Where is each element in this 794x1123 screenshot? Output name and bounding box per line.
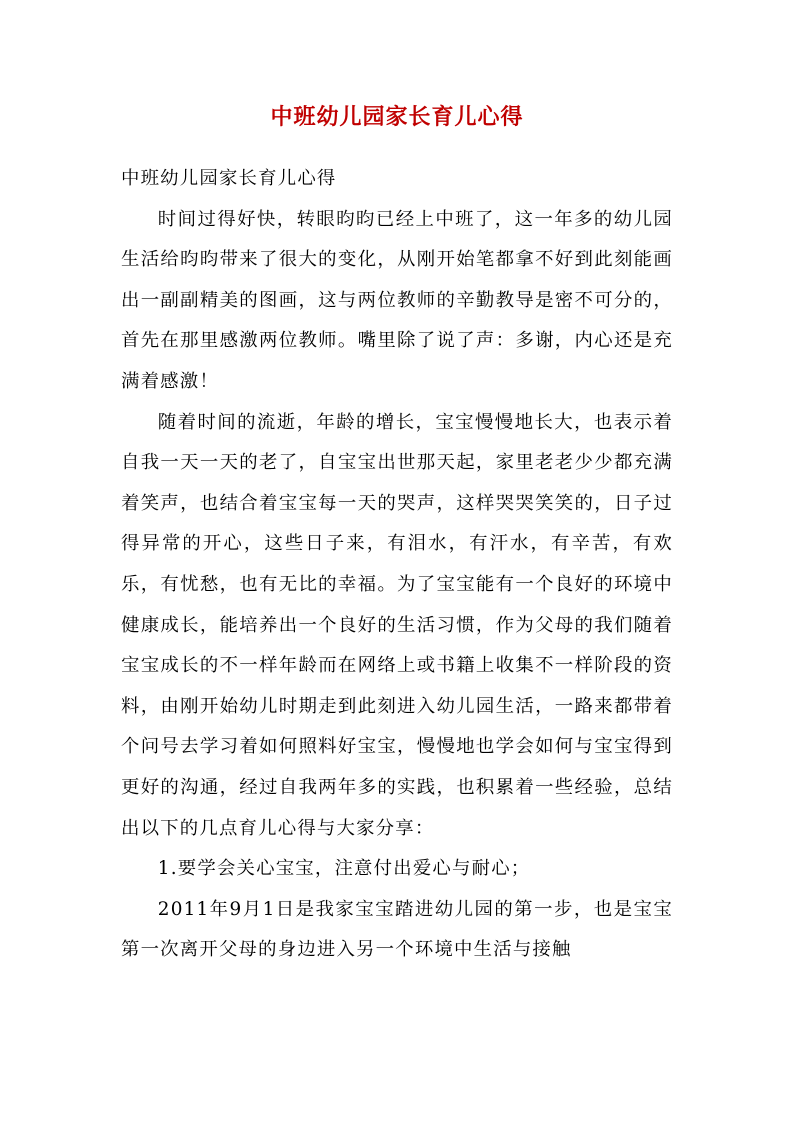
paragraph-4: 2011年9月1日是我家宝宝踏进幼儿园的第一步，也是宝宝第一次离开父母的身边进入另一个环境中生活与接触 xyxy=(121,898,673,961)
paragraph-1: 时间过得好快，转眼昀昀已经上中班了，这一年多的幼儿园生活给昀昀带来了很大的变化，从刚开始笔都拿不好到此刻能画出一副副精美的图画，这与两位教师的辛勤教导是密不可分的，首先在那里感激两位教师。嘴里除了说了声：多谢，内心还是充满着感激！ xyxy=(121,208,673,392)
paragraph-2: 随着时间的流逝，年龄的增长，宝宝慢慢地长大，也表示着自我一天一天的老了，自宝宝出世那天起，家里老老少少都充满着笑声，也结合着宝宝每一天的哭声，这样哭哭笑笑的，日子过得异常的开心，这些日子来，有泪水，有汗水，有辛苦，有欢乐，有忧愁，也有无比的幸福。为了宝宝能有一个良好的环境中健康成长，能培养出一个良好的生活习惯，作为父母的我们随着宝宝成长的不一样年龄而在网络上或书籍上收集不一样阶段的资料，由刚开始幼儿时期走到此刻进入幼儿园生活，一路来都带着个问号去学习着如何照料好宝宝，慢慢地也学会如何与宝宝得到更好的沟通，经过自我两年多的实践，也积累着一些经验，总结出以下的几点育儿心得与大家分享： xyxy=(121,411,673,839)
document-subtitle: 中班幼儿园家长育儿心得 xyxy=(121,168,337,189)
document-body xyxy=(121,159,673,971)
paragraph-3-list-item: 1.要学会关心宝宝，注意付出爱心与耐心； xyxy=(157,858,531,880)
document-title: 中班幼儿园家长育儿心得 xyxy=(270,104,524,130)
